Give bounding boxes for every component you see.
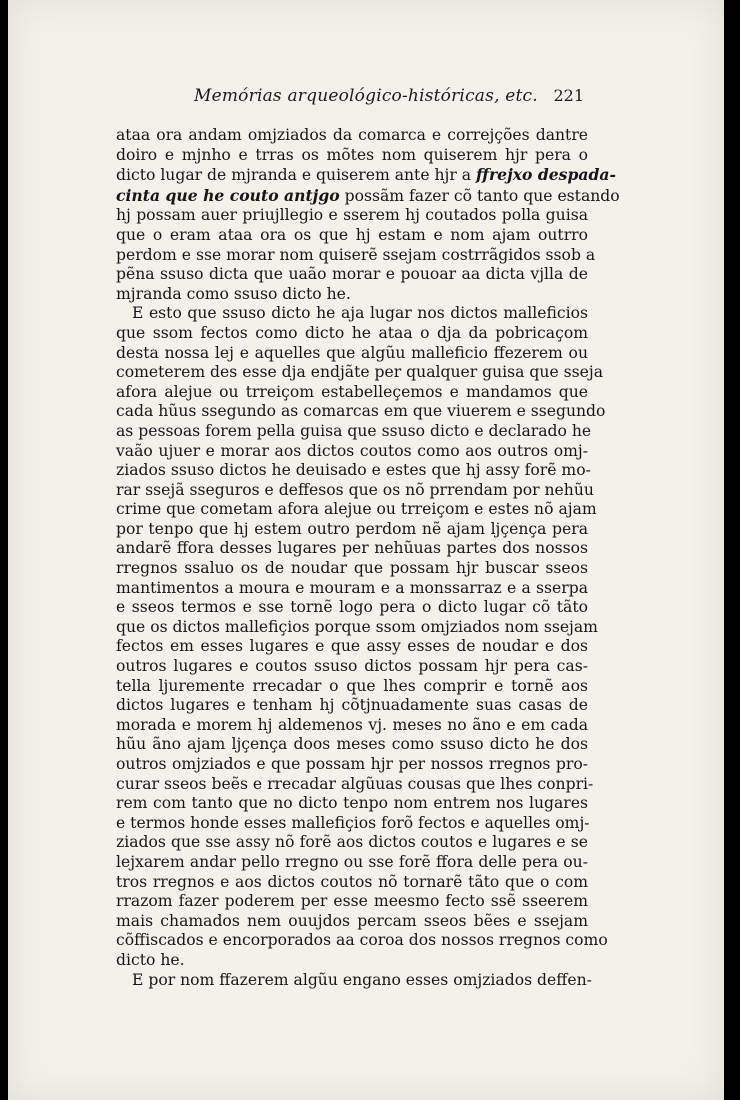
text-line: andarẽ ffora desses lugares per nehũuas partes dos nossos	[116, 539, 588, 558]
text-line: mais chamados nem ouujdos percam sseos bẽes e ssejam	[116, 911, 588, 930]
text-line: fectos em esses lugares e que assy esses de noudar e dos	[116, 637, 588, 656]
text-line: tros rregnos e aos dictos coutos nõ tornarẽ tãto que o com	[116, 872, 588, 891]
text-line: perdom e sse morar nom quiserẽ ssejam costrrãgidos ssob a	[116, 245, 596, 264]
text-line: pẽna ssuso dicta que uaão morar e pouoar aa dicta vjlla de	[116, 265, 588, 284]
text-line	[116, 165, 616, 186]
text-line: hũu ãno ajam ljçença doos meses como ssuso dicto he dos	[116, 735, 588, 754]
text-line: E por nom ffazerem algũu engano esses omjziados deffen-	[132, 970, 592, 989]
text-line: lejxarem andar pello rregno ou sse forẽ ffora delle pera ou-	[116, 852, 588, 871]
text-line: outros omjziados e que possam hjr per nossos rregnos pro-	[116, 755, 588, 773]
text-line: cada hũus ssegundo as comarcas em que viuerem e ssegundo	[116, 402, 606, 421]
italic-place-name: cinta que he couto antjgo	[116, 185, 340, 205]
running-title: Memórias arqueológico-históricas, etc.	[194, 86, 538, 106]
text-line: ziados ssuso dictos he deuisado e estes que hj assy forẽ mo-	[116, 461, 591, 480]
text-line: rem com tanto que no dicto tenpo nom entrem nos lugares	[116, 794, 588, 813]
body-text	[116, 126, 620, 990]
text-line: desta nossa lej e aquelles que algũu malleficio ffezerem ou	[116, 343, 588, 362]
running-header	[194, 86, 584, 106]
text-line: rrazom fazer poderem per esse meesmo fecto ssẽ sseerem	[116, 892, 588, 911]
text-line: mantimentos a moura e mouram e a monssarraz e a sserpa	[116, 578, 588, 597]
text-line: por tenpo que hj estem outro perdom nẽ ajam ljçença pera	[116, 519, 588, 538]
text-line: que o eram ataa ora os que hj estam e nom ajam outrro	[116, 225, 588, 244]
text-line: as pessoas forem pella guisa que ssuso dicto e declarado he	[116, 421, 592, 440]
text-line: hj possam auer priujllegio e sserem hj coutados polla guisa	[116, 206, 588, 225]
text-line: rregnos ssaluo os de noudar que possam hjr buscar sseos	[116, 559, 588, 578]
text-line: morada e morem hj aldemenos vj. meses no ãno e em cada	[116, 715, 588, 734]
text-line: mjranda como ssuso dicto he.	[116, 284, 351, 303]
text-line: que os dictos mallefiçios porque ssom omjziados nom ssejam	[116, 617, 598, 636]
text-line: cõffiscados e encorporados aa coroa dos nossos rregnos como	[116, 931, 608, 950]
text-line: outros lugares e coutos ssuso dictos possam hjr pera cas-	[116, 657, 588, 676]
text-line: curar sseos beẽs e rrecadar algũuas cousas que lhes conpri-	[116, 774, 594, 793]
text-fragment: possãm fazer cõ tanto que estando	[339, 186, 620, 205]
text-line: dicto he.	[116, 950, 185, 969]
italic-place-name: ffrejxo despada-	[476, 165, 616, 185]
paragraph-1	[116, 126, 620, 304]
text-line: crime que cometam afora alejue ou trreiçom e estes nõ ajam	[116, 500, 597, 519]
text-line: que ssom fectos como dicto he ataa o dja da pobricaçom	[116, 323, 588, 342]
text-line: E esto que ssuso dicto he aja lugar nos dictos malleficios	[132, 304, 588, 323]
text-line: afora alejue ou trreiçom estabelleçemos e mandamos que	[116, 382, 588, 401]
text-line: e sseos termos e sse tornẽ logo pera o dicto lugar cõ tãto	[116, 598, 588, 617]
text-line: e termos honde esses mallefiçios forõ fectos e aquelles omj-	[116, 813, 590, 832]
paragraph-2	[116, 304, 608, 970]
text-line: rar ssejã sseguros e deffesos que os nõ prrendam por nehũu	[116, 480, 594, 499]
text-line: dictos lugares e tenham hj cõtjnuadamente suas casas de	[116, 696, 588, 715]
text-fragment: dicto lugar de mjranda e quiserem ante hjr a	[116, 166, 477, 185]
paragraph-3	[116, 970, 592, 991]
page-number: 221	[553, 86, 584, 105]
book-page	[8, 0, 724, 1100]
text-line: cometerem des esse dja endjãte per qualquer guisa que sseja	[116, 363, 603, 382]
text-line: ataa ora andam omjziados da comarca e correjções dantre	[116, 126, 588, 144]
text-line	[116, 185, 620, 207]
text-line: ziados que sse assy nõ forẽ aos dictos coutos e lugares e se	[116, 833, 588, 852]
text-line: tella ljuremente rrecadar o que lhes comprir e tornẽ aos	[116, 676, 588, 695]
text-line: vaão ujuer e morar aos dictos coutos como aos outros omj-	[116, 441, 588, 460]
text-line: doiro e mjnho e trras os mõtes nom quiserem hjr pera o	[116, 145, 588, 164]
